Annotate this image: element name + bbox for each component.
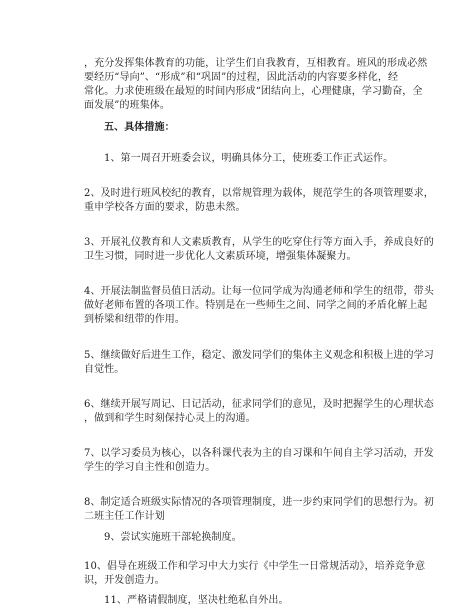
text-line: 重申学校各方面的要求，防患未然。 — [84, 202, 246, 213]
measure-6 — [84, 398, 434, 426]
text-line: 卫生习惯，同时进一步优化人文素质环境，增强集体凝聚力。 — [84, 251, 357, 262]
text-line: 2、及时进行班风校纪的教育，以常规管理为载体，规范学生的各项管理要求， — [84, 188, 434, 199]
section-heading — [84, 121, 424, 135]
text-line: 7、以学习委员为核心，以各科课代表为主的自习课和午间自主学习活动，开发 — [84, 448, 434, 459]
text-line: 识，开发创造力。 — [84, 575, 165, 586]
measure-8 — [84, 496, 434, 524]
measure-10 — [84, 560, 426, 588]
text-line: 常化。力求使班级在最短的时间内形成“团结向上，心理健康，学习勤奋，全 — [84, 86, 423, 97]
text-line: 8、制定适合班级实际情况的各项管理制度，进一步约束同学们的思想行为。初 — [84, 497, 434, 508]
text-line: 5、继续做好后进生工作，稳定、激发同学们的集体主义观念和积极上进的学习 — [84, 350, 434, 361]
measure-3 — [84, 236, 434, 264]
text-line: 学生的学习自主性和创造力。 — [84, 462, 216, 473]
text-line: 要经历“导向”、“形成”和“巩固”的过程，因此活动的内容要多样化，经 — [84, 72, 399, 83]
text-line: 面发展”的班集体。 — [84, 100, 171, 111]
measure-9 — [84, 531, 424, 545]
measure-11 — [84, 594, 424, 608]
text-line: 10、倡导在班级工作和学习中大力实行《中学生一日常规活动》，培养竞争意 — [84, 561, 426, 572]
measure-4 — [84, 285, 434, 327]
text-line: ，充分发挥集体教育的功能，让学生们自我教育，互相教育。班风的形成必然 — [84, 58, 428, 69]
text-line: 6、继续开展写周记、日记活动，征求同学们的意见，及时把握学生的心理状态 — [84, 399, 434, 410]
text-line: 3、开展礼仪教育和人文素质教育，从学生的吃穿住行等方面入手，养成良好的 — [84, 237, 434, 248]
text-line: 11、严格请假制度，坚决杜绝私自外出。 — [104, 595, 289, 606]
text-line: 二班主任工作计划 — [84, 511, 165, 522]
text-line: 到桥梁和纽带的作用。 — [84, 314, 185, 325]
text-line: ，做到和学生时刻保持心灵上的沟通。 — [84, 413, 256, 424]
measure-1 — [84, 152, 424, 166]
intro-paragraph — [84, 57, 428, 113]
section-heading-text: 五、具体措施： — [104, 122, 175, 133]
text-line: 9、尝试实施班干部轮换制度。 — [104, 532, 242, 543]
measure-2 — [84, 187, 434, 215]
text-line: 做好老师布置的各项工作。特别是在一些师生之间、同学之间的矛盾化解上起 — [84, 300, 428, 311]
text-line: 自觉性。 — [84, 364, 125, 375]
measure-7 — [84, 447, 434, 475]
text-line: 1、第一周召开班委会议，明确具体分工，使班委工作正式运作。 — [104, 153, 394, 164]
measure-5 — [84, 349, 434, 377]
text-line: 4、开展法制监督员值日活动。让每一位同学成为沟通老师和学生的纽带，带头 — [84, 286, 434, 297]
